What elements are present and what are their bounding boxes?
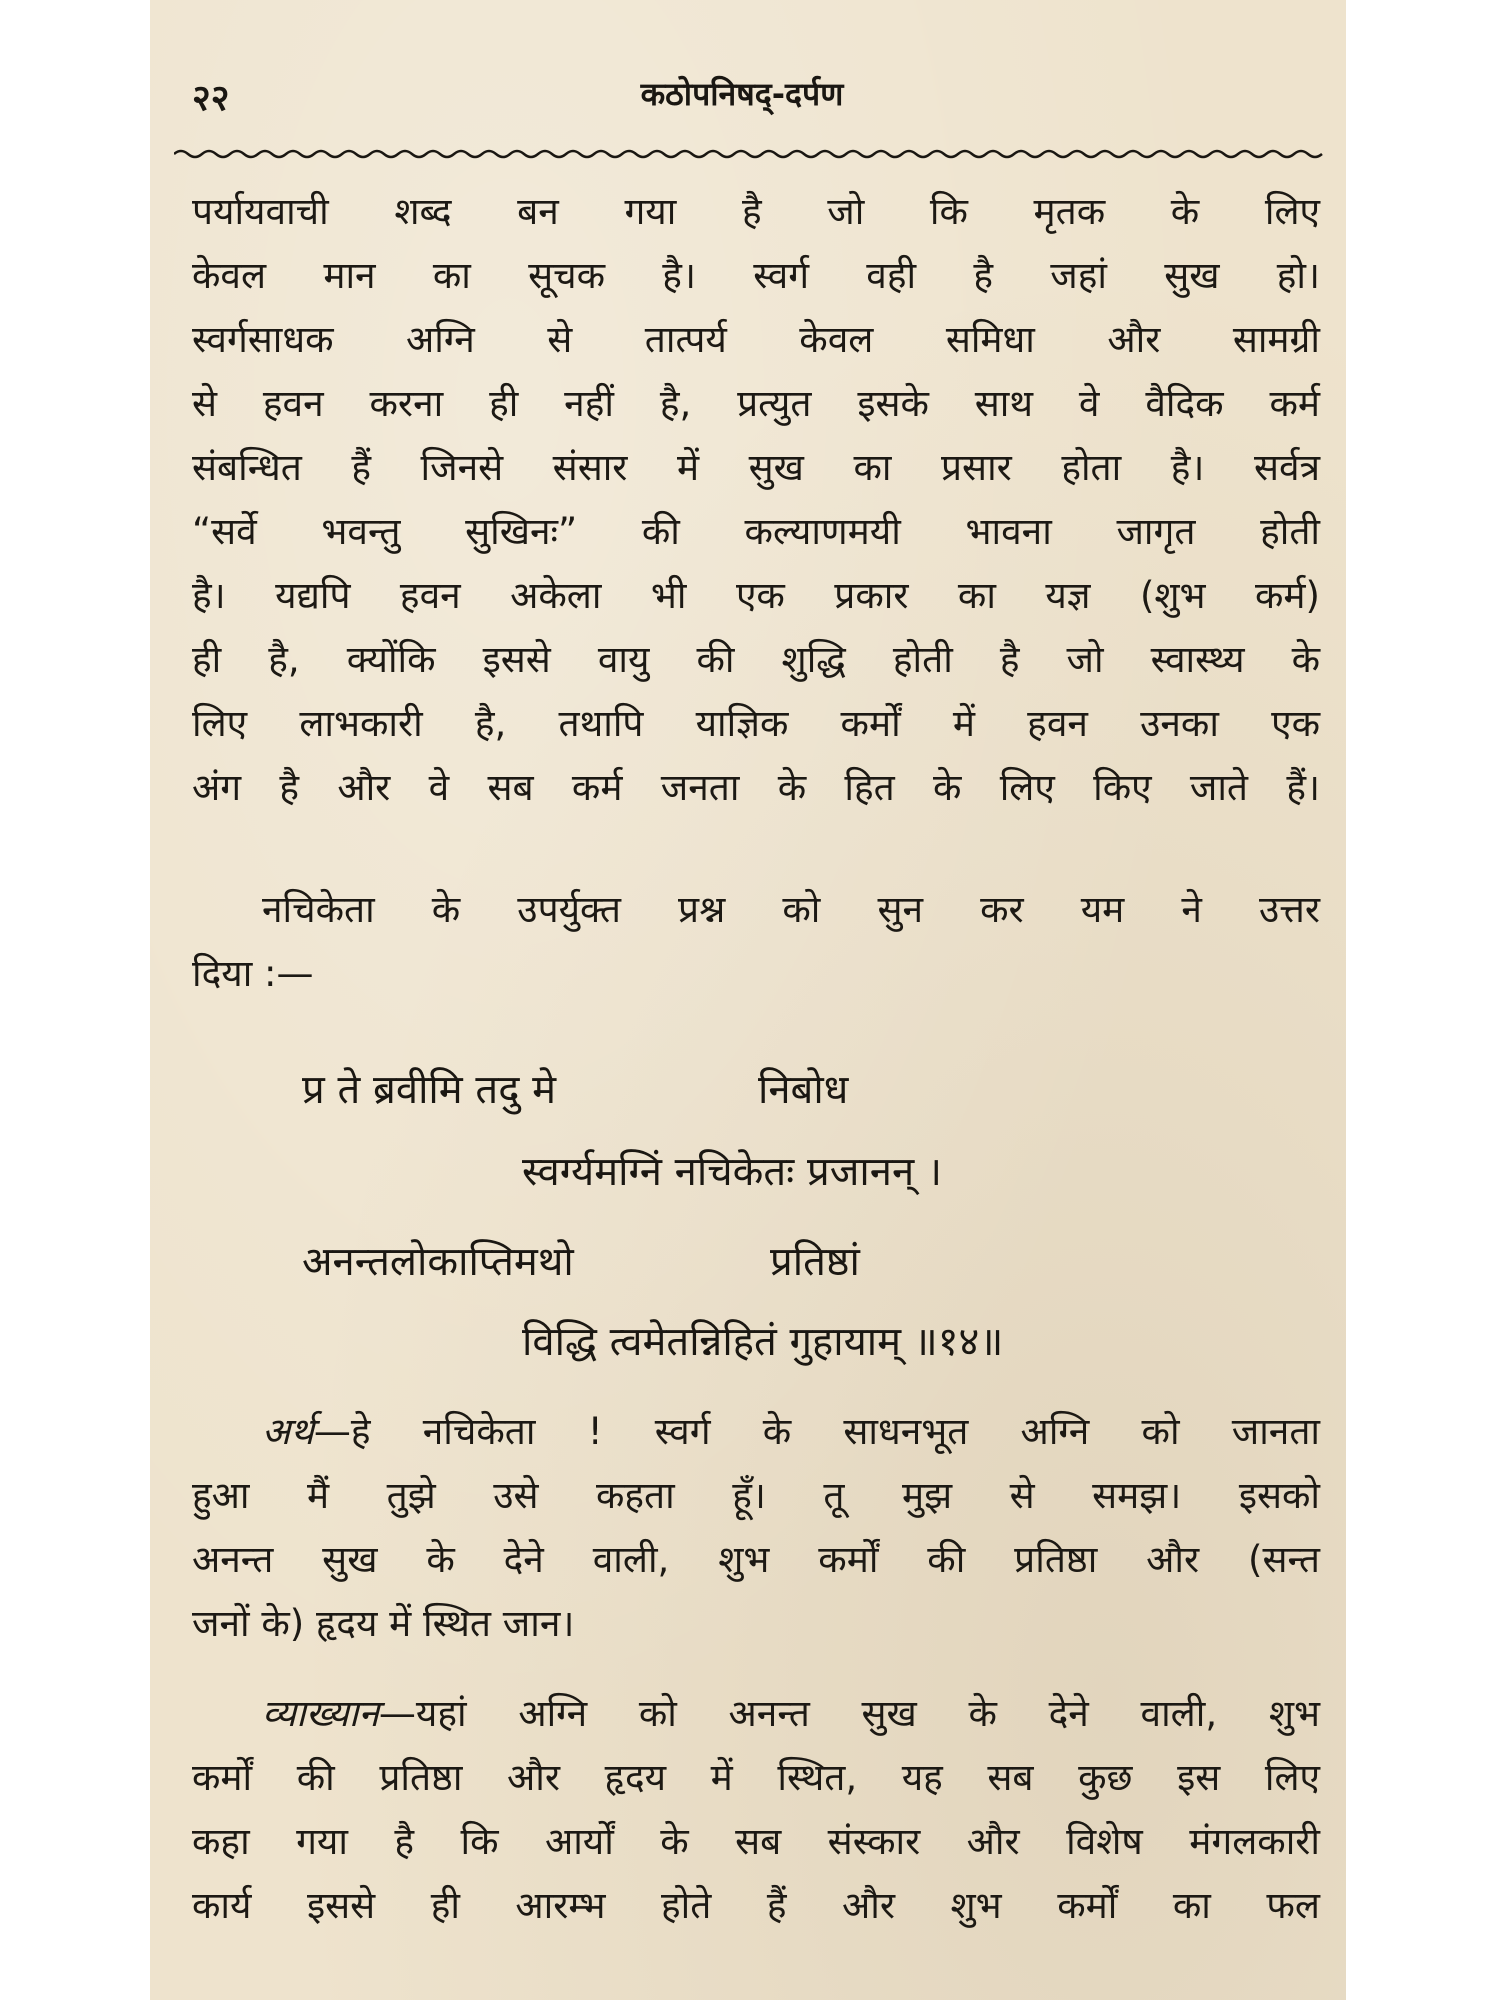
text-line: अंग है और वे सब कर्म जनता के हित के लिए किए जाते हैं।	[192, 766, 1320, 809]
text-line: लिए लाभकारी है, तथापि याज्ञिक कर्मों में हवन उनका एक	[192, 702, 1320, 745]
text-line: है। यद्यपि हवन अकेला भी एक प्रकार का यज्ञ (शुभ कर्म)	[192, 574, 1320, 617]
text-line: ही है, क्योंकि इससे वायु की शुद्धि होती है जो स्वास्थ्य के	[192, 638, 1320, 681]
page-header	[192, 72, 1292, 132]
meaning-paragraph	[192, 1400, 1320, 1656]
paragraph-continued	[192, 180, 1320, 820]
verse-line-1b: निबोध	[758, 1067, 849, 1113]
verse-line-4: विद्धि त्वमेतन्निहितं गुहायाम् ॥१४॥	[522, 1319, 1004, 1365]
text-line: अनन्त सुख के देने वाली, शुभ कर्मों की प्रतिष्ठा और (सन्त	[192, 1538, 1320, 1581]
verse-line-2: स्वर्ग्यमग्निं नचिकेतः प्रजानन् ।	[522, 1149, 943, 1195]
text-span: —हे नचिकेता ! स्वर्ग के साधनभूत अग्नि को जानता	[313, 1410, 1320, 1453]
text-line: दिया :—	[192, 952, 314, 995]
text-line: कहा गया है कि आर्यों के सब संस्कार और विशेष मंगलकारी	[192, 1820, 1320, 1863]
text-line	[192, 1400, 1320, 1464]
text-line: कार्य इससे ही आरम्भ होते हैं और शुभ कर्मों का फल	[192, 1884, 1320, 1927]
verse-line-3b: प्रतिष्ठां	[770, 1239, 860, 1285]
text-span: —यहां अग्नि को अनन्त सुख के देने वाली, शुभ	[378, 1692, 1320, 1735]
text-line: केवल मान का सूचक है। स्वर्ग वही है जहां सुख हो।	[192, 254, 1320, 297]
text-line: हुआ मैं तुझे उसे कहता हूँ। तू मुझ से समझ। इसको	[192, 1474, 1320, 1517]
text-line	[192, 1682, 1320, 1746]
text-line: जनों के) हृदय में स्थित जान।	[192, 1602, 575, 1645]
text-line: स्वर्गसाधक अग्नि से तात्पर्य केवल समिधा और सामग्री	[192, 318, 1320, 361]
text-line: पर्यायवाची शब्द बन गया है जो कि मृतक के लिए	[192, 190, 1320, 233]
text-line: “सर्वे भवन्तु सुखिनः” की कल्याणमयी भावना जागृत होती	[192, 510, 1320, 553]
commentary-label: व्याख्यान	[262, 1692, 379, 1735]
verse-line-1a: प्र ते ब्रवीमि तदु मे	[302, 1067, 557, 1113]
wavy-divider	[174, 146, 1324, 162]
commentary-paragraph	[192, 1682, 1320, 1938]
text-line: से हवन करना ही नहीं है, प्रत्युत इसके साथ वे वैदिक कर्म	[192, 382, 1320, 425]
paragraph-intro-verse	[192, 878, 1320, 1006]
text-line: संबन्धित हैं जिनसे संसार में सुख का प्रसार होता है। सर्वत्र	[192, 446, 1320, 489]
meaning-label: अर्थ	[262, 1410, 314, 1453]
running-title: कठोपनिषद्-दर्पण	[640, 75, 844, 113]
book-page	[150, 0, 1346, 2000]
page-number: २२	[192, 78, 230, 119]
text-line: कर्मों की प्रतिष्ठा और हृदय में स्थित, यह सब कुछ इस लिए	[192, 1756, 1320, 1799]
verse-line-3a: अनन्तलोकाप्तिमथो	[302, 1239, 574, 1285]
text-line: नचिकेता के उपर्युक्त प्रश्न को सुन कर यम ने उत्तर	[262, 888, 1320, 931]
